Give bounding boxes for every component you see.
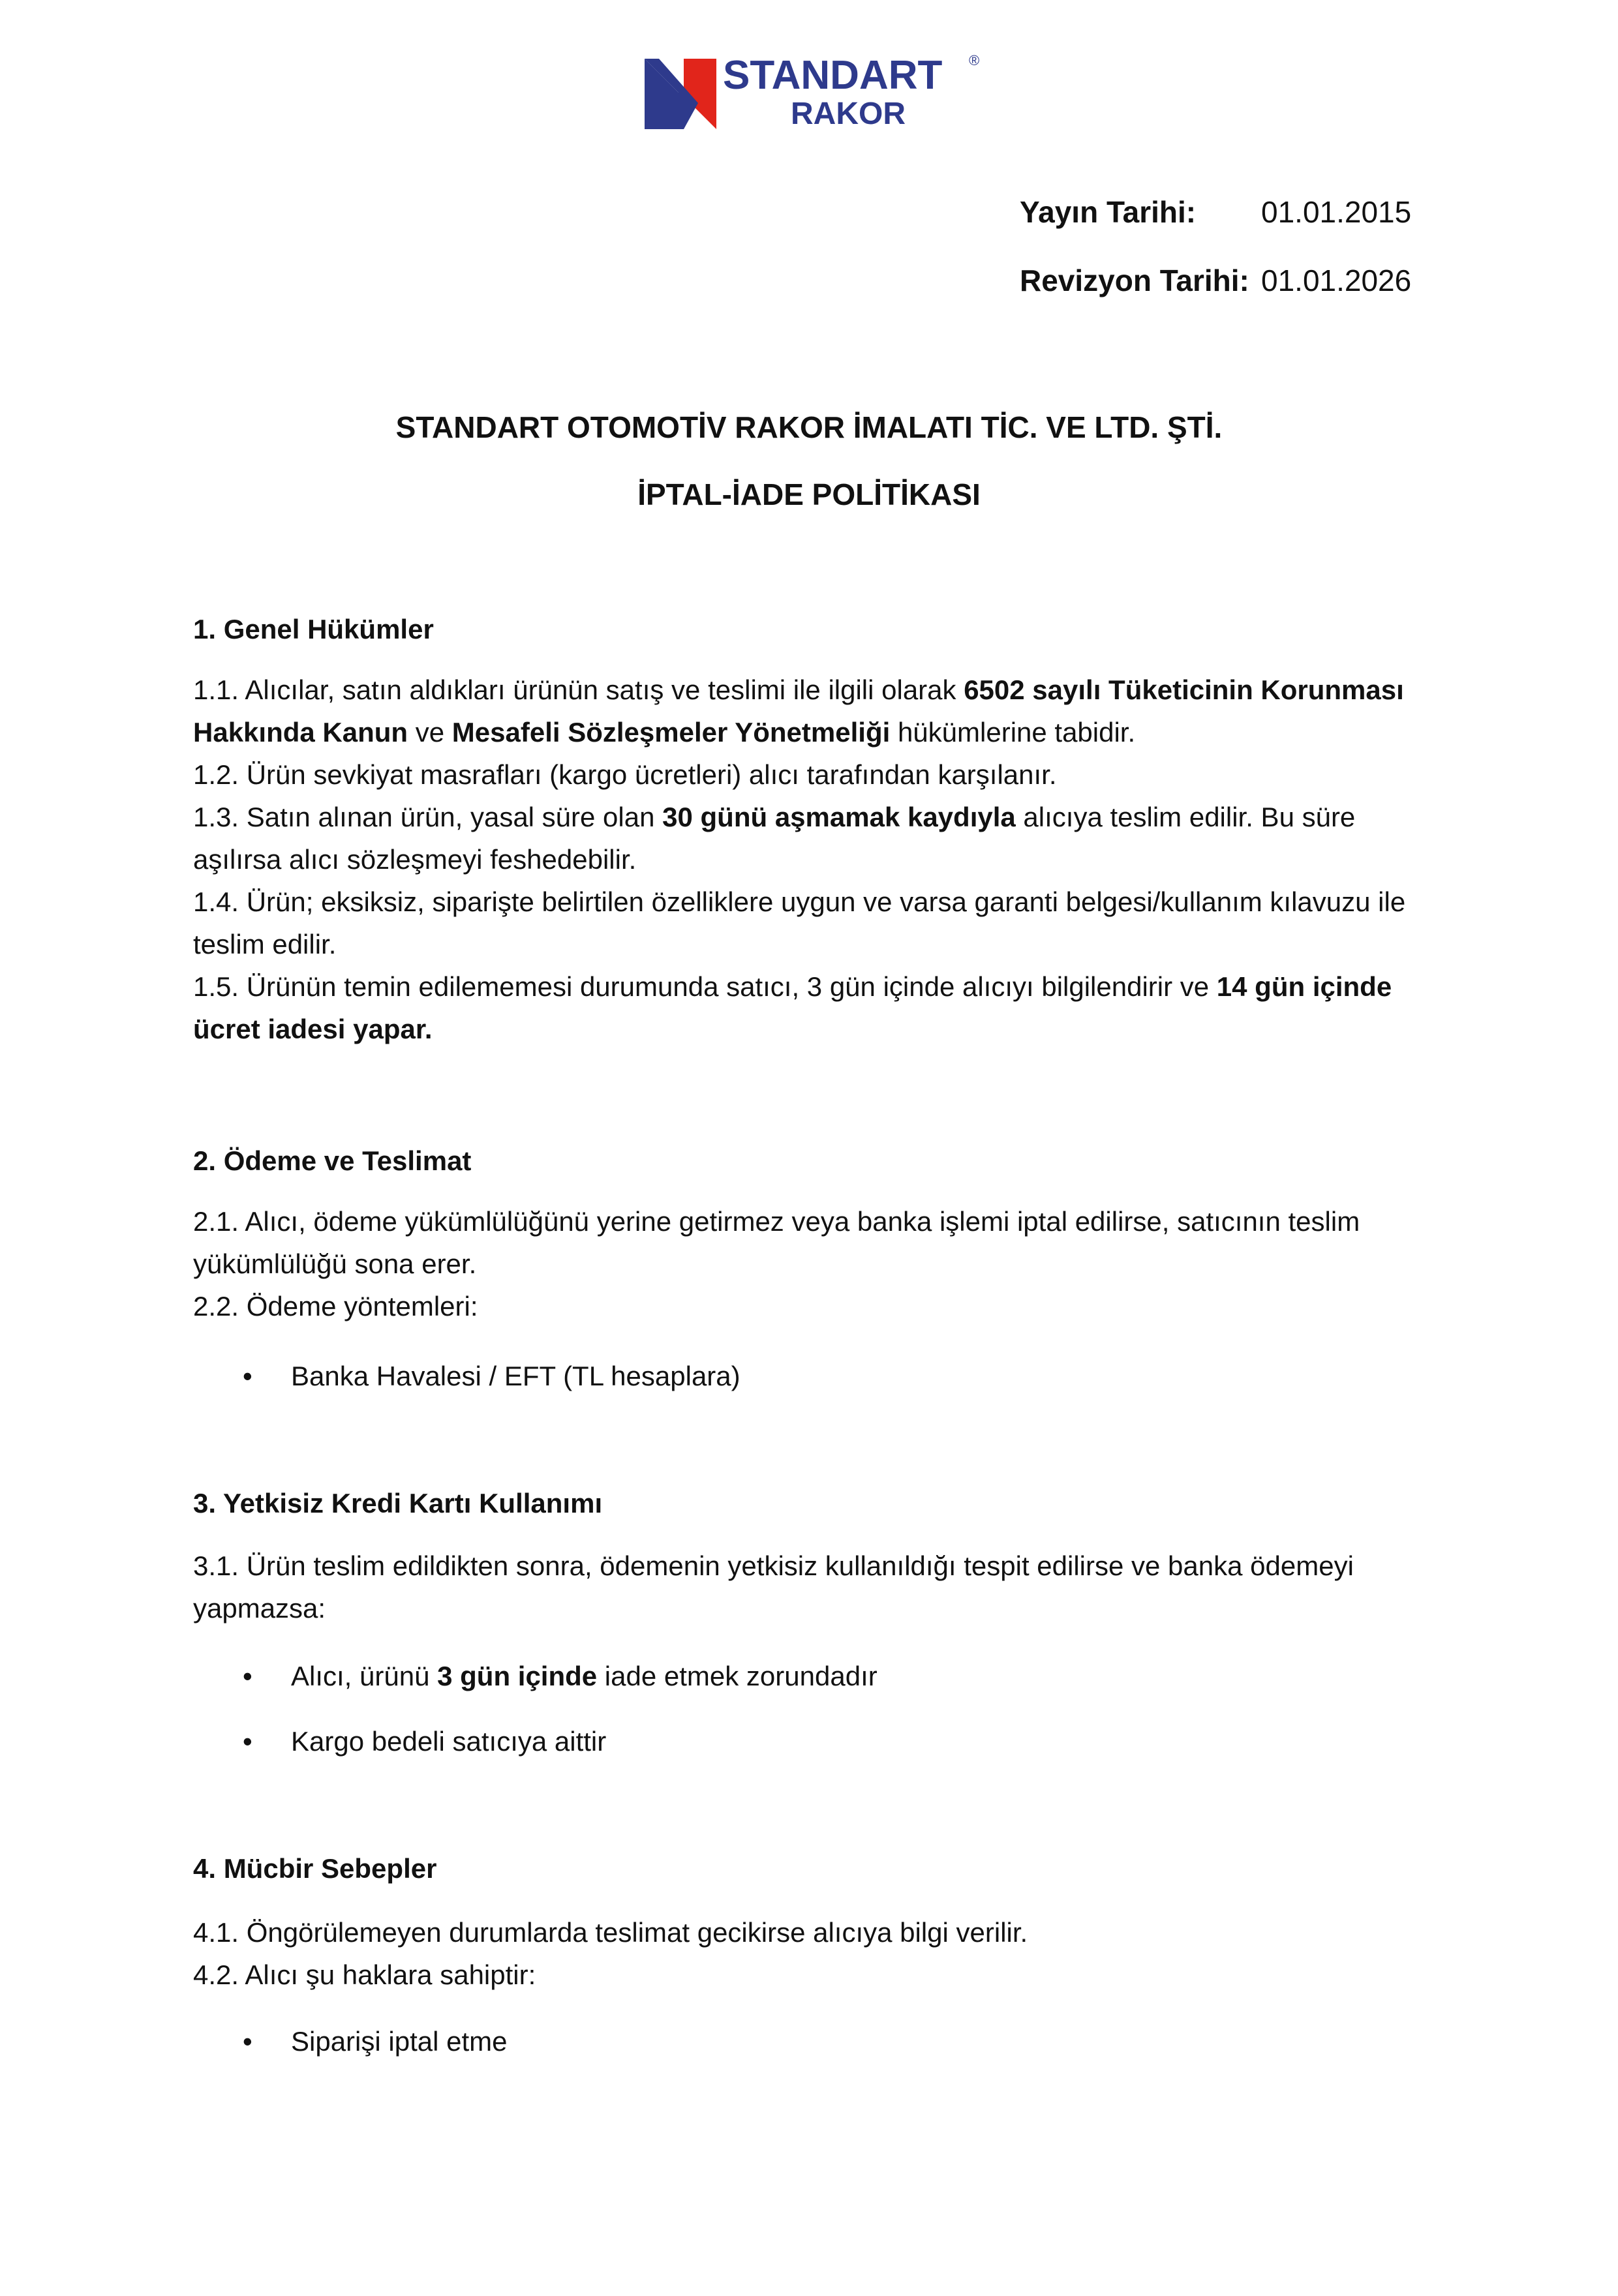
paragraph-4-1: 4.1. Öngörülemeyen durumlarda teslimat gecikirse alıcıya bilgi verilir. [193,1917,1028,1948]
paragraph-2-1: 2.1. Alıcı, ödeme yükümlülüğünü yerine getirmez veya banka işlemi iptal edilirse, satıcının teslim yükümlülüğü sona erer. [193,1206,1360,1279]
bullet-icon: • [243,1661,252,1691]
document-title: İPTAL-İADE POLİTİKASI [637,477,981,511]
bullet-icon: • [243,2026,252,2057]
revision-date-row [1020,261,1412,300]
revision-date-label: Revizyon Tarihi: [1020,264,1249,297]
paragraph-1-2: 1.2. Ürün sevkiyat masrafları (kargo ücretleri) alıcı tarafından karşılanır. [193,759,1057,790]
section-3-heading: 3. Yetkisiz Kredi Kartı Kullanımı [193,1488,603,1518]
section-4-heading: 4. Mücbir Sebepler [193,1853,437,1884]
company-title: STANDART OTOMOTİV RAKOR İMALATI TİC. VE LTD. ŞTİ. [395,410,1223,444]
paragraph-3-1: 3.1. Ürün teslim edildikten sonra, ödemenin yetkisiz kullanıldığı tespit edilirse ve banka ödemeyi yapmazsa: [193,1550,1354,1624]
logo-sub-text: RAKOR [791,97,906,131]
publish-date-row [1020,192,1412,232]
paragraph-4-2: 4.2. Alıcı şu haklara sahiptir: [193,1959,536,1990]
paragraph-2-2: 2.2. Ödeme yöntemleri: [193,1291,478,1322]
revision-date-value: 01.01.2026 [1261,264,1412,297]
paragraph-1-5: 1.5. Ürünün temin edilememesi durumunda satıcı, 3 gün içinde alıcıyı bilgilendirir ve 14 gün içinde ücret iadesi yapar. [193,971,1392,1044]
logo-brand-text: STANDART [723,53,943,98]
publish-date-value: 01.01.2015 [1261,195,1412,229]
paragraph-1-3: 1.3. Satın alınan ürün, yasal süre olan 30 günü aşmamak kaydıyla alıcıya teslim edilir. Bu süre aşılırsa alıcı sözleşmeyi feshedebilir. [193,802,1356,875]
section-1-heading: 1. Genel Hükümler [193,614,434,644]
logo-registered: ® [969,52,980,68]
paragraph-1-1: 1.1. Alıcılar, satın aldıkları ürünün satış ve teslimi ile ilgili olarak 6502 sayılı Tüketicinin Korunması Hakkında Kanun ve Mesafeli Sözleşmeler Yönetmeliği hükümlerine tabidir. [193,674,1404,748]
paragraph-1-4: 1.4. Ürün; eksiksiz, siparişte belirtilen özelliklere uygun ve varsa garanti belgesi/kullanım kılavuzu ile teslim edilir. [193,886,1406,959]
publish-date-label: Yayın Tarihi: [1020,195,1197,229]
company-logo [639,46,1005,144]
bullet-icon: • [243,1361,252,1391]
bullet-icon: • [243,1726,252,1757]
section-2-heading: 2. Ödeme ve Teslimat [193,1145,472,1176]
